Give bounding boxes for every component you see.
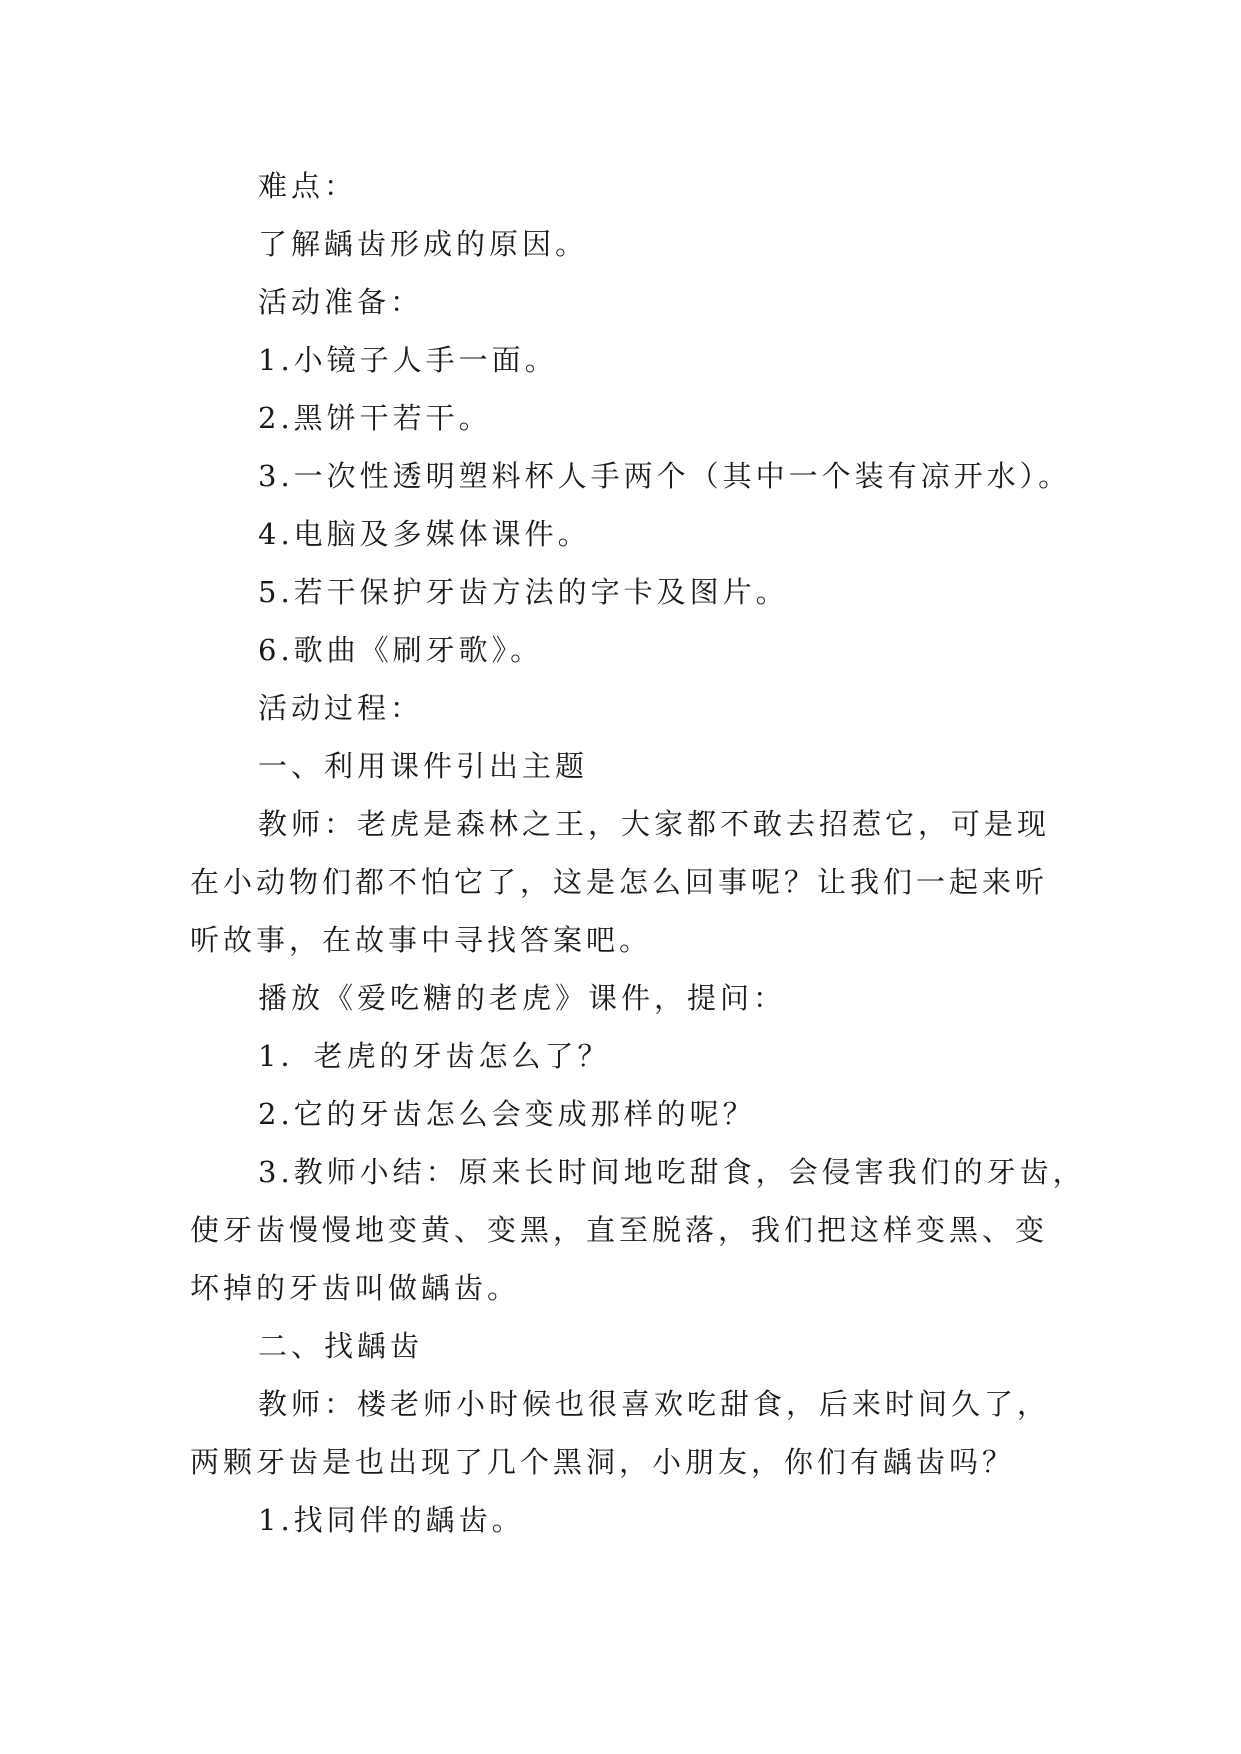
- paragraph: 在小动物们都不怕它了，这是怎么回事呢？让我们一起来听: [190, 865, 1049, 899]
- paragraph: 坏掉的牙齿叫做龋齿。: [190, 1271, 521, 1305]
- section-heading: 二、找龋齿: [258, 1329, 424, 1363]
- list-item: 5.若干保护牙齿方法的字卡及图片。: [258, 575, 789, 609]
- list-item: 4.电脑及多媒体课件。: [258, 517, 591, 551]
- paragraph: 教师：老虎是森林之王，大家都不敢去招惹它，可是现: [258, 807, 1051, 841]
- paragraph: 播放《爱吃糖的老虎》课件，提问：: [258, 981, 787, 1015]
- list-item: 1．老虎的牙齿怎么了？: [258, 1039, 611, 1073]
- heading-preparation: 活动准备：: [258, 285, 424, 319]
- paragraph: 两颗牙齿是也出现了几个黑洞，小朋友，你们有龋齿吗？: [190, 1445, 1016, 1479]
- heading-process: 活动过程：: [258, 691, 424, 725]
- paragraph: 教师：楼老师小时候也很喜欢吃甜食，后来时间久了，: [258, 1387, 1051, 1421]
- paragraph: 使牙齿慢慢地变黄、变黑，直至脱落，我们把这样变黑、变: [190, 1213, 1049, 1247]
- list-item: 2.它的牙齿怎么会变成那样的呢？: [258, 1097, 756, 1131]
- heading-difficulty: 难点：: [258, 169, 358, 203]
- list-item: 3.一次性透明塑料杯人手两个（其中一个装有凉开水）。: [258, 459, 1072, 493]
- paragraph: 了解龋齿形成的原因。: [258, 227, 589, 261]
- list-item: 1.找同伴的龋齿。: [258, 1503, 525, 1537]
- list-item: 1.小镜子人手一面。: [258, 343, 558, 377]
- paragraph: 听故事，在故事中寻找答案吧。: [190, 923, 653, 957]
- list-item: 2.黑饼干若干。: [258, 401, 492, 435]
- section-heading: 一、利用课件引出主题: [258, 749, 589, 783]
- list-item: 3.教师小结：原来长时间地吃甜食，会侵害我们的牙齿，: [258, 1155, 1086, 1189]
- list-item: 6.歌曲《刷牙歌》。: [258, 633, 544, 667]
